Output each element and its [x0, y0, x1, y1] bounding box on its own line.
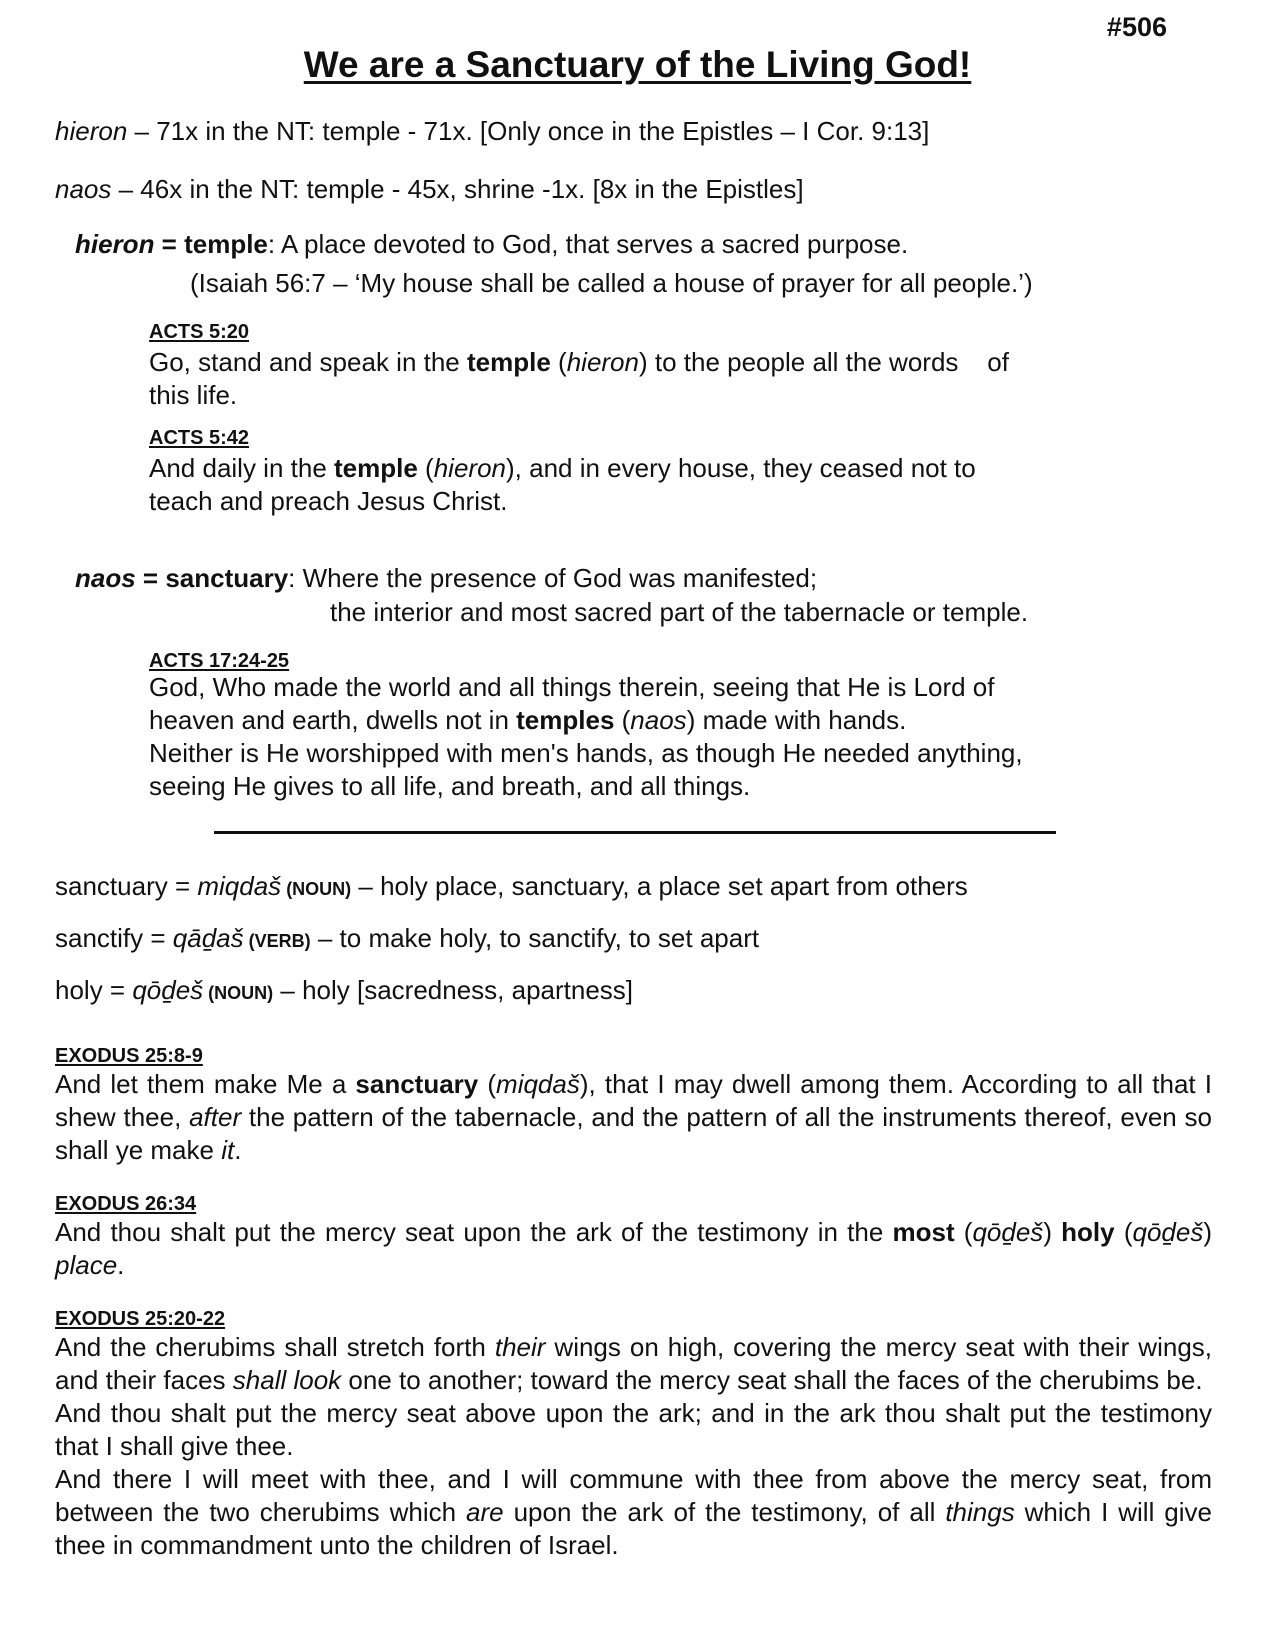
verse-italic: shall look — [232, 1365, 342, 1395]
verse-italic: hieron — [433, 453, 506, 483]
verse-exodus-25-20 — [55, 1331, 1212, 1562]
hieron-word: hieron — [55, 116, 128, 146]
naos-definition-text: : Where the presence of God was manifested; — [288, 563, 818, 593]
naos-meaning: sanctuary — [165, 563, 289, 593]
verse-text: And thou shalt put the mercy seat upon the ark of the testimony in the — [55, 1217, 893, 1247]
verse-exodus-26-34 — [55, 1216, 1212, 1282]
verse-line: teach and preach Jesus Christ. — [149, 486, 508, 516]
verse-text: one to another; toward the mercy seat shall the faces of the cherubims be. — [341, 1365, 1203, 1395]
naos-count-text: – 46x in the NT: temple - 45x, shrine -1x. [8x in the Epistles] — [111, 174, 804, 204]
verse-italic: hieron — [566, 347, 639, 377]
verse-bold: temple — [467, 347, 551, 377]
verse-bold: holy — [1061, 1217, 1115, 1247]
naos-term: naos — [75, 563, 136, 593]
verse-ref-acts-5-20: ACTS 5:20 — [149, 321, 250, 343]
hieron-meaning: temple — [184, 229, 268, 259]
verse-text: upon the ark of the testimony, of all — [503, 1497, 946, 1527]
english-term: sanctuary = — [55, 871, 198, 901]
verse-text: . — [234, 1135, 242, 1165]
verse-acts-17-24 — [149, 671, 1129, 803]
verse-italic: qōḏeš — [1132, 1217, 1204, 1247]
verse-22 — [55, 1463, 1212, 1562]
hebrew-word: miqdaš — [197, 871, 282, 901]
hieron-count-line — [55, 116, 929, 147]
verse-line: this life. — [149, 380, 238, 410]
hieron-definition — [75, 229, 908, 260]
verse-bold: temple — [334, 453, 418, 483]
verse-italic: naos — [630, 705, 687, 735]
hebrew-definition: – holy place, sanctuary, a place set apart from others — [351, 871, 968, 901]
verse-text: And daily in the — [149, 453, 335, 483]
page-title: We are a Sanctuary of the Living God! — [303, 44, 972, 85]
verse-ref-acts-5-42: ACTS 5:42 — [149, 427, 250, 449]
verse-italic: miqdaš — [496, 1069, 580, 1099]
verse-bold: temples — [516, 705, 615, 735]
hebrew-definition: – to make holy, to sanctify, to set apart — [310, 923, 760, 953]
part-of-speech: (NOUN) — [281, 879, 352, 899]
verse-text: which I will give thee in commandment unto the children of Israel. — [55, 1497, 1212, 1560]
verse-italic: qōḏeš — [972, 1217, 1044, 1247]
verse-text: And there I will meet with thee, and I will commune with thee from above the mercy seat, from between the two cherubims which — [55, 1464, 1212, 1527]
verse-line: Neither is He worshipped with men's hands, as though He needed anything, — [149, 738, 1023, 768]
verse-text: And the cherubims shall stretch forth — [55, 1332, 495, 1362]
naos-word: naos — [55, 174, 112, 204]
verse-ref-exodus-25-8: EXODUS 25:8-9 — [55, 1045, 203, 1067]
verse-text: wings on high, covering the mercy seat with their wings, and their faces — [55, 1332, 1213, 1395]
hieron-count-text: – 71x in the NT: temple - 71x. [Only once in the Epistles – I Cor. 9:13] — [127, 116, 930, 146]
isaiah-note: (Isaiah 56:7 – ‘My house shall be called a house of prayer for all people.’) — [190, 268, 1033, 298]
verse-text: ), that I may dwell among them. According to all that I shew thee, — [55, 1069, 1212, 1132]
verse-21: And thou shalt put the mercy seat above upon the ark; and in the ark thou shalt put the testimony that I shall give thee. — [55, 1398, 1212, 1461]
verse-text: heaven and earth, dwells not in — [149, 705, 517, 735]
verse-italic: things — [945, 1497, 1015, 1527]
verse-text: ( — [417, 453, 434, 483]
hieron-definition-text: : A place devoted to God, that serves a sacred purpose. — [267, 229, 909, 259]
english-term: holy = — [55, 975, 133, 1005]
verse-text: ), and in every house, they ceased not to — [506, 453, 976, 483]
verse-italic: place — [55, 1250, 118, 1280]
hebrew-word: qōḏeš — [132, 975, 204, 1005]
verse-ref-exodus-25-20: EXODUS 25:20-22 — [55, 1308, 226, 1330]
equals-sign: = — [154, 229, 185, 259]
verse-text: ) to the people all the words of — [638, 347, 1009, 377]
verse-text: ) — [1043, 1217, 1062, 1247]
verse-text: Go, stand and speak in the — [149, 347, 467, 377]
equals-sign: = — [135, 563, 166, 593]
verse-ref-acts-17-24: ACTS 17:24-25 — [149, 650, 290, 672]
verse-acts-5-20 — [149, 346, 1109, 412]
hebrew-sanctify-line — [55, 923, 759, 954]
naos-definition-line2: the interior and most sacred part of the tabernacle or temple. — [330, 597, 1029, 627]
verse-text: ( — [1114, 1217, 1133, 1247]
verse-text: ( — [478, 1069, 497, 1099]
verse-exodus-25-8 — [55, 1068, 1212, 1167]
verse-bold: sanctuary — [355, 1069, 479, 1099]
verse-20 — [55, 1331, 1212, 1397]
verse-italic: their — [494, 1332, 546, 1362]
document-number: #506 — [1106, 12, 1167, 42]
section-divider — [214, 831, 1056, 834]
english-term: sanctify = — [55, 923, 173, 953]
verse-text: And let them make Me a — [55, 1069, 356, 1099]
hebrew-definition: – holy [sacredness, apartness] — [273, 975, 634, 1005]
verse-text: ) — [1203, 1217, 1212, 1247]
verse-line: seeing He gives to all life, and breath, and all things. — [149, 771, 751, 801]
verse-acts-5-42 — [149, 452, 1109, 518]
verse-text: the pattern of the tabernacle, and the pattern of all the instruments thereof, even so shall ye make — [55, 1102, 1212, 1165]
hieron-term: hieron — [75, 229, 155, 259]
verse-italic: after — [189, 1102, 242, 1132]
verse-italic: it — [221, 1135, 235, 1165]
verse-text: ) made with hands. — [686, 705, 907, 735]
verse-ref-exodus-26-34: EXODUS 26:34 — [55, 1193, 197, 1215]
part-of-speech: (VERB) — [243, 931, 311, 951]
verse-text: ( — [550, 347, 567, 377]
part-of-speech: (NOUN) — [203, 983, 274, 1003]
verse-text: ( — [614, 705, 631, 735]
verse-text: ( — [954, 1217, 973, 1247]
verse-italic: are — [466, 1497, 504, 1527]
verse-line: God, Who made the world and all things therein, seeing that He is Lord of — [149, 672, 995, 702]
naos-definition — [75, 563, 817, 594]
hebrew-holy-line — [55, 975, 633, 1006]
naos-count-line — [55, 174, 804, 205]
verse-text: . — [117, 1250, 125, 1280]
hebrew-word: qāḏaš — [172, 923, 244, 953]
hebrew-sanctuary-line — [55, 871, 968, 902]
verse-bold: most — [892, 1217, 955, 1247]
